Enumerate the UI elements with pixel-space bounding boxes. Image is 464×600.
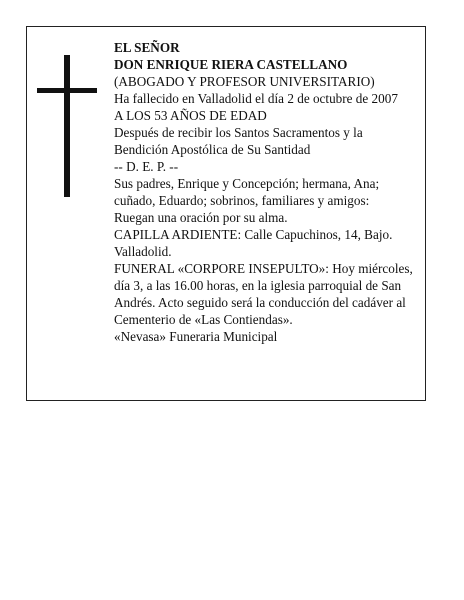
- funeral-line-2: día 3, a las 16.00 horas, en la iglesia parroquial de San: [114, 278, 402, 293]
- funeral-home-line: «Nevasa» Funeraria Municipal: [114, 329, 278, 344]
- family-line-2: cuñado, Eduardo; sobrinos, familiares y amigos:: [114, 193, 370, 208]
- funeral-line-3: Andrés. Acto seguido será la conducción del cadáver al: [114, 295, 406, 310]
- notice-text: [114, 39, 424, 345]
- obituary-notice: [26, 26, 426, 401]
- cross-horizontal-bar: [37, 88, 97, 93]
- rip-line: -- D. E. P. --: [114, 159, 179, 174]
- chapel-line-1: CAPILLA ARDIENTE: Calle Capuchinos, 14, Bajo.: [114, 227, 393, 242]
- family-line-1: Sus padres, Enrique y Concepción; hermana, Ana;: [114, 176, 380, 191]
- chapel-line-2: Valladolid.: [114, 244, 172, 259]
- cross-vertical-bar: [64, 55, 70, 197]
- age-line: A LOS 53 AÑOS DE EDAD: [114, 108, 267, 123]
- sacraments-line-1: Después de recibir los Santos Sacramentos y la: [114, 125, 363, 140]
- cross-icon: [37, 55, 97, 197]
- prayer-line: Ruegan una oración por su alma.: [114, 210, 288, 225]
- funeral-line-4: Cementerio de «Las Contiendas».: [114, 312, 293, 327]
- deceased-name: DON ENRIQUE RIERA CASTELLANO: [114, 57, 348, 72]
- funeral-line-1: FUNERAL «CORPORE INSEPULTO»: Hoy miércoles,: [114, 261, 413, 276]
- death-date-line: Ha fallecido en Valladolid el día 2 de octubre de 2007: [114, 91, 398, 106]
- sacraments-line-2: Bendición Apostólica de Su Santidad: [114, 142, 311, 157]
- deceased-profession: (ABOGADO Y PROFESOR UNIVERSITARIO): [114, 74, 375, 89]
- notice-heading: EL SEÑOR: [114, 40, 180, 55]
